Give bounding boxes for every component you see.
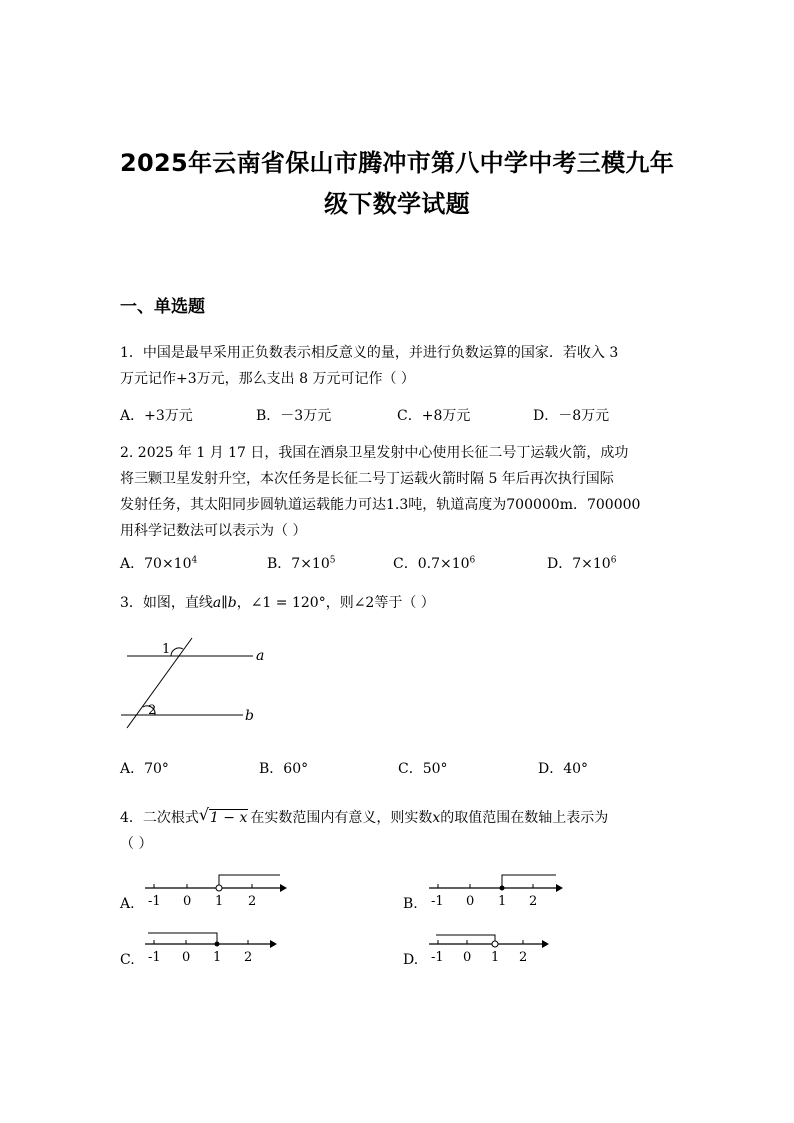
question-2-stem-line3: 发射任务，其太阳同步圆轨道运载能力可达1.3吨，轨道高度为700000m．700000 [120, 497, 641, 513]
svg-text:-1: -1 [431, 950, 444, 965]
question-1-option-d: D．－8万元 [533, 408, 610, 424]
question-2-option-a: A．$70\times 10^4$ [120, 555, 198, 572]
angle-1-arc [171, 648, 183, 656]
question-2 [120, 440, 680, 544]
question-3-stem: 3．如图，直线a∥b，∠1 = 120°，则∠2等于（ ） [120, 595, 435, 611]
question-1-option-b: B．－3万元 [256, 408, 332, 424]
question-3-option-a: A．70° [120, 761, 169, 777]
question-4-option-d-label: D. [403, 952, 419, 968]
number-line-a [140, 868, 290, 912]
closed-point [215, 942, 220, 947]
exam-title-line1: 2025年云南省保山市腾冲市第八中学中考三模九年 [120, 149, 674, 177]
svg-text:0: 0 [463, 950, 472, 965]
svg-text:-1: -1 [431, 894, 444, 909]
question-4-option-b-label: B. [403, 896, 418, 912]
question-2-option-c: C．$0.7\times 10^6$ [393, 555, 476, 572]
svg-text:-1: -1 [148, 950, 161, 965]
angle-1-label: 1 [162, 642, 171, 657]
question-3-option-d: D．40° [538, 761, 589, 777]
question-4-option-c-label: C. [120, 952, 135, 968]
question-4-stem: 4．二次根式 √ 1 − x 在实数范围内有意义，则实数x的取值范围在数轴上表示为 （ ） [120, 805, 700, 857]
line-b-label: b [245, 708, 254, 724]
svg-text:1: 1 [215, 894, 224, 909]
question-3-option-c: C．50° [398, 761, 448, 777]
question-3-option-b: B．60° [259, 761, 309, 777]
question-4-option-a-label: A. [120, 896, 135, 912]
svg-text:2: 2 [519, 950, 528, 965]
svg-text:2: 2 [248, 894, 257, 909]
open-point [492, 941, 498, 947]
question-2-option-b: B．$7\times 10^5$ [267, 555, 336, 572]
open-point [216, 885, 222, 891]
svg-text:0: 0 [182, 950, 191, 965]
svg-text:2: 2 [244, 950, 253, 965]
number-line-b [424, 868, 574, 912]
parallel-lines-figure [115, 630, 275, 730]
question-4-stem-line2: （ ） [120, 836, 153, 852]
svg-text:0: 0 [183, 894, 192, 909]
question-1-stem-line2: 万元记作+3万元，那么支出 8 万元可记作（ ） [120, 371, 415, 387]
question-2-stem-line2: 将三颗卫星发射升空，本次任务是长征二号丁运载火箭时隔 5 年后再次执行国际 [120, 471, 614, 487]
line-a-label: a [256, 648, 265, 664]
svg-text:1: 1 [491, 950, 500, 965]
section-heading: 一、单选题 [120, 297, 205, 317]
question-1-option-a: A．+3万元 [120, 408, 193, 424]
question-1-stem-line1: 1．中国是最早采用正负数表示相反意义的量，并进行负数运算的国家．若收入 3 [120, 345, 619, 361]
question-2-stem-line4: 用科学记数法可以表示为（ ） [120, 523, 307, 539]
question-1 [120, 340, 680, 392]
number-line-c [140, 924, 290, 968]
closed-point [500, 886, 505, 891]
angle-2-label: 2 [148, 703, 157, 718]
question-2-stem-line1: 2. 2025 年 1 月 17 日，我国在酒泉卫星发射中心使用长征二号丁运载火箭，成功 [120, 445, 629, 461]
question-2-option-d: D．$7\times 10^6$ [547, 555, 617, 572]
svg-text:-1: -1 [148, 894, 161, 909]
exam-title-line2: 级下数学试题 [324, 190, 470, 218]
svg-text:2: 2 [529, 894, 538, 909]
svg-text:0: 0 [466, 894, 475, 909]
sqrt-expression: √ 1 − x [198, 805, 248, 826]
number-line-d [424, 924, 574, 968]
svg-text:1: 1 [213, 950, 222, 965]
question-1-option-c: C．+8万元 [397, 408, 471, 424]
svg-text:1: 1 [498, 894, 507, 909]
